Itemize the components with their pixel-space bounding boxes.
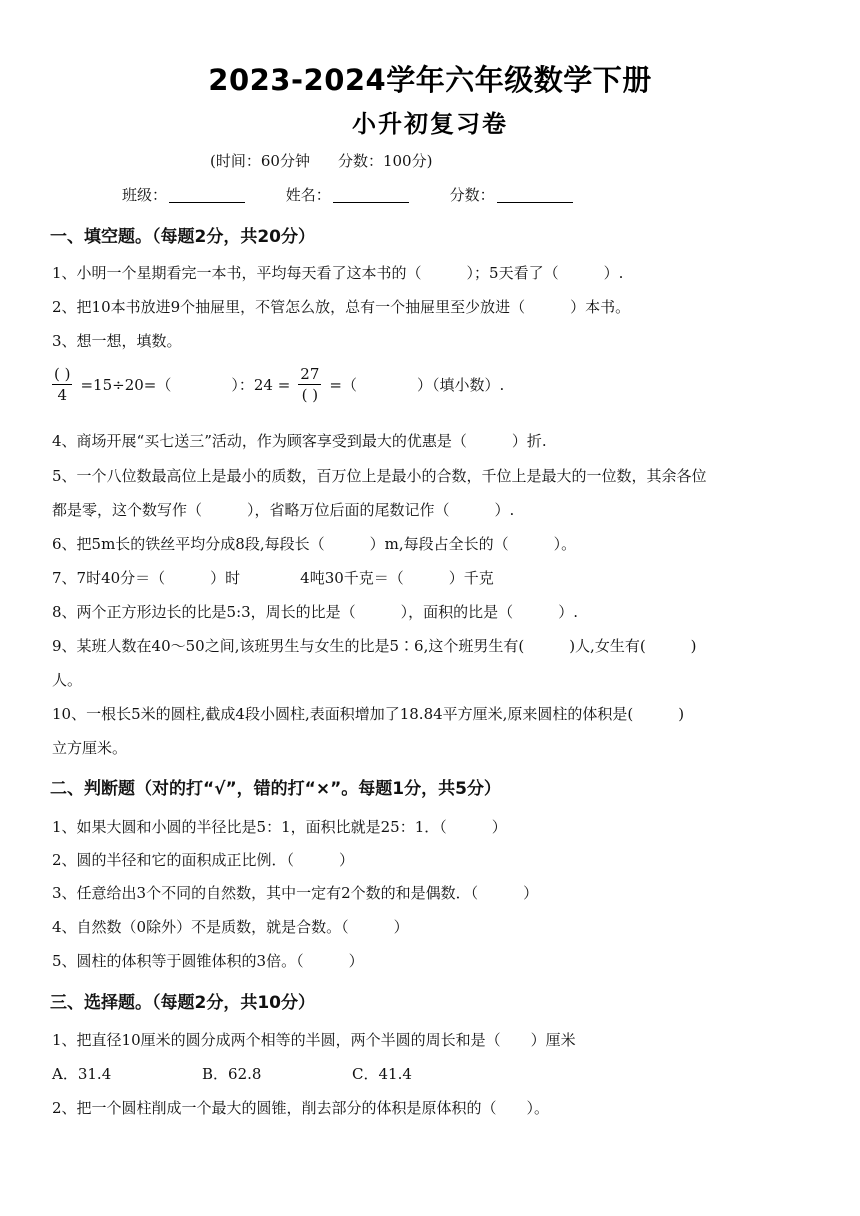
option-c[interactable]: C．41.4: [352, 1065, 412, 1083]
score-label: 分数：: [449, 186, 495, 204]
score-blank[interactable]: [497, 187, 573, 203]
time-limit: (时间：60分钟: [210, 152, 310, 170]
equation-end: =（ ）（填小数）.: [329, 376, 505, 394]
fraction-2-denominator: ( ): [301, 386, 319, 404]
total-score: 分数：100分): [337, 152, 433, 170]
section-heading-fill-in: 一、填空题。（每题2分，共20分）: [50, 227, 315, 247]
question-1-4: 4、商场开展“买七送三”活动，作为顾客享受到最大的优惠是（ ）折.: [52, 432, 547, 450]
fraction-1-denominator: 4: [57, 386, 68, 404]
question-1-3: 3、想一想，填数。: [52, 332, 182, 350]
option-a[interactable]: A．31.4: [52, 1065, 112, 1083]
fraction-1-numerator: ( ): [54, 365, 71, 383]
exam-title: 2023-2024学年六年级数学下册: [208, 63, 652, 97]
question-3-1: 1、把直径10厘米的圆分成两个相等的半圆，两个半圆的周长和是（ ）厘米: [52, 1031, 576, 1049]
question-2-2: 2、圆的半径和它的面积成正比例．（ ）: [52, 851, 355, 869]
section-heading-multiple-choice: 三、选择题。（每题2分，共10分）: [50, 993, 315, 1013]
question-2-3: 3、任意给出3个不同的自然数，其中一定有2个数的和是偶数．（ ）: [52, 884, 539, 902]
question-1-2: 2、把10本书放进9个抽屉里，不管怎么放，总有一个抽屉里至少放进（ ）本书。: [52, 298, 631, 316]
question-1-10-line1: 10、一根长5米的圆柱,截成4段小圆柱,表面积增加了18.84平方厘米,原来圆柱的体积是( ): [52, 705, 685, 723]
fraction-2: [298, 364, 321, 405]
question-2-4: 4、自然数（0除外）不是质数，就是合数。（ ）: [52, 918, 409, 936]
question-1-9-line1: 9、某班人数在40～50之间,该班男生与女生的比是5∶6,这个班男生有( )人,女生有( ): [52, 637, 697, 655]
question-3-1-options: [52, 1063, 412, 1084]
fraction-2-numerator: 27: [300, 365, 320, 383]
option-b[interactable]: B．62.8: [202, 1065, 262, 1083]
question-2-1: 1、如果大圆和小圆的半径比是5：1，面积比就是25：1．（ ）: [52, 818, 507, 836]
equation-middle: =15÷20=（ ）：24 =: [80, 376, 291, 394]
question-1-10-line2: 立方厘米。: [52, 739, 128, 757]
question-1-8: 8、两个正方形边长的比是5:3，周长的比是（ ），面积的比是（ ）.: [52, 603, 578, 621]
student-info: [122, 184, 609, 205]
question-1-7: 7、7时40分＝（ ）时 4吨30千克＝（ ）千克: [52, 569, 494, 587]
question-1-6: 6、把5m长的铁丝平均分成8段,每段长（ ）m,每段占全长的（ ）。: [52, 535, 577, 553]
fraction-1: [52, 364, 72, 405]
question-2-5: 5、圆柱的体积等于圆锥体积的3倍。（ ）: [52, 952, 364, 970]
name-blank[interactable]: [333, 187, 409, 203]
name-label: 姓名：: [285, 186, 331, 204]
exam-subtitle: 小升初复习卷: [352, 110, 508, 138]
exam-meta: [210, 150, 432, 171]
question-1-3-equation: [52, 364, 504, 405]
question-1-1: 1、小明一个星期看完一本书，平均每天看了这本书的（ ）；5天看了（ ）.: [52, 264, 624, 282]
section-heading-true-false: 二、判断题（对的打“√”，错的打“×”。每题1分，共5分）: [50, 779, 501, 799]
class-label: 班级：: [122, 186, 168, 204]
question-1-5-line2: 都是零，这个数写作（ ），省略万位后面的尾数记作（ ）.: [52, 501, 515, 519]
question-1-5-line1: 5、一个八位数最高位上是最小的质数，百万位上是最小的合数，千位上是最大的一位数，其余各位: [52, 467, 707, 485]
question-1-9-line2: 人。: [52, 671, 83, 689]
question-3-2: 2、把一个圆柱削成一个最大的圆锥，削去部分的体积是原体积的（ ）。: [52, 1099, 550, 1117]
class-blank[interactable]: [169, 187, 245, 203]
